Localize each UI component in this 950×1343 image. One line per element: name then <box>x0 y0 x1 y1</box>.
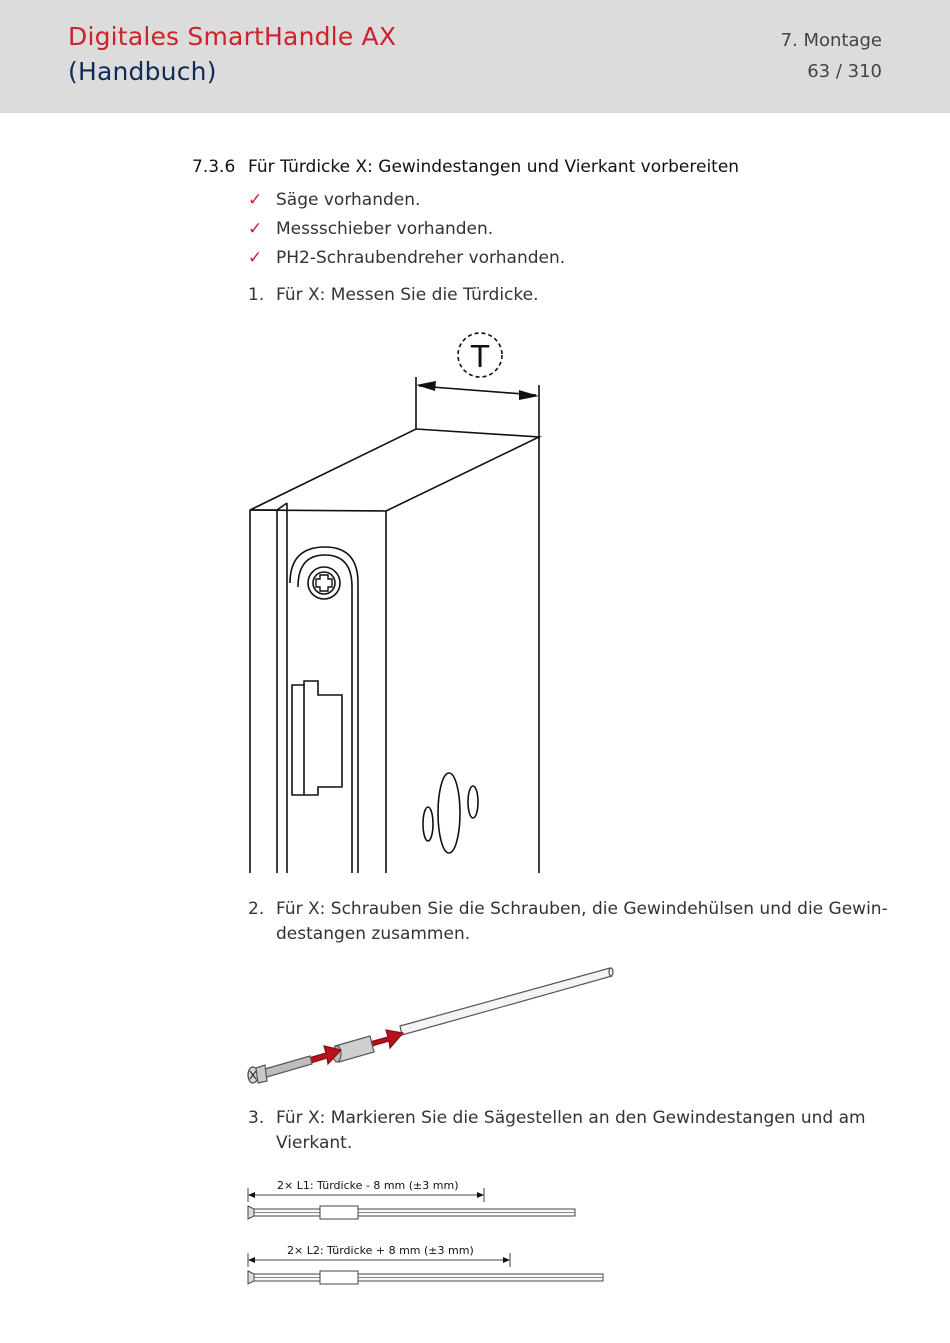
l1-dimension-label: 2× L1: Türdicke - 8 mm (±3 mm) <box>277 1179 459 1192</box>
cut-marks-figure <box>240 1172 620 1292</box>
step-number: 3. <box>248 1108 265 1128</box>
assembly-figure <box>240 960 620 1090</box>
list-item: ✓ Säge vorhanden. <box>248 190 421 210</box>
step-text: Für X: Markieren Sie die Sägestellen an den Gewindestangen und am Vierkant. <box>276 1108 866 1153</box>
step-2 <box>248 897 888 947</box>
checkmark-icon: ✓ <box>248 248 263 268</box>
section-number: 7.3.6 <box>192 157 236 177</box>
l2-dimension-label: 2× L2: Türdicke + 8 mm (±3 mm) <box>287 1244 474 1257</box>
checkmark-icon: ✓ <box>248 190 263 210</box>
step-1 <box>248 283 888 308</box>
step-number: 1. <box>248 285 265 305</box>
document-subtitle: (Handbuch) <box>68 57 217 86</box>
prerequisite-list <box>248 190 565 277</box>
dimension-letter: T <box>470 340 490 375</box>
step-text: Für X: Messen Sie die Türdicke. <box>276 285 539 305</box>
list-item: ✓ Messschieber vorhanden. <box>248 219 494 239</box>
list-item: ✓ PH2-Schraubendreher vorhanden. <box>248 248 566 268</box>
chapter-label: 7. Montage <box>780 30 882 51</box>
checkmark-icon: ✓ <box>248 219 263 239</box>
step-3 <box>248 1106 888 1156</box>
page-header <box>0 0 950 113</box>
section-title: Für Türdicke X: Gewindestangen und Vierkant vorbereiten <box>248 157 740 177</box>
page-number: 63 / 310 <box>807 61 882 82</box>
document-title: Digitales SmartHandle AX <box>68 22 397 51</box>
step-text: Für X: Schrauben Sie die Schrauben, die Gewindehülsen und die Gewin-destangen zusammen. <box>276 899 888 944</box>
step-number: 2. <box>248 899 265 919</box>
section-heading <box>192 157 739 177</box>
door-thickness-figure <box>240 325 560 880</box>
